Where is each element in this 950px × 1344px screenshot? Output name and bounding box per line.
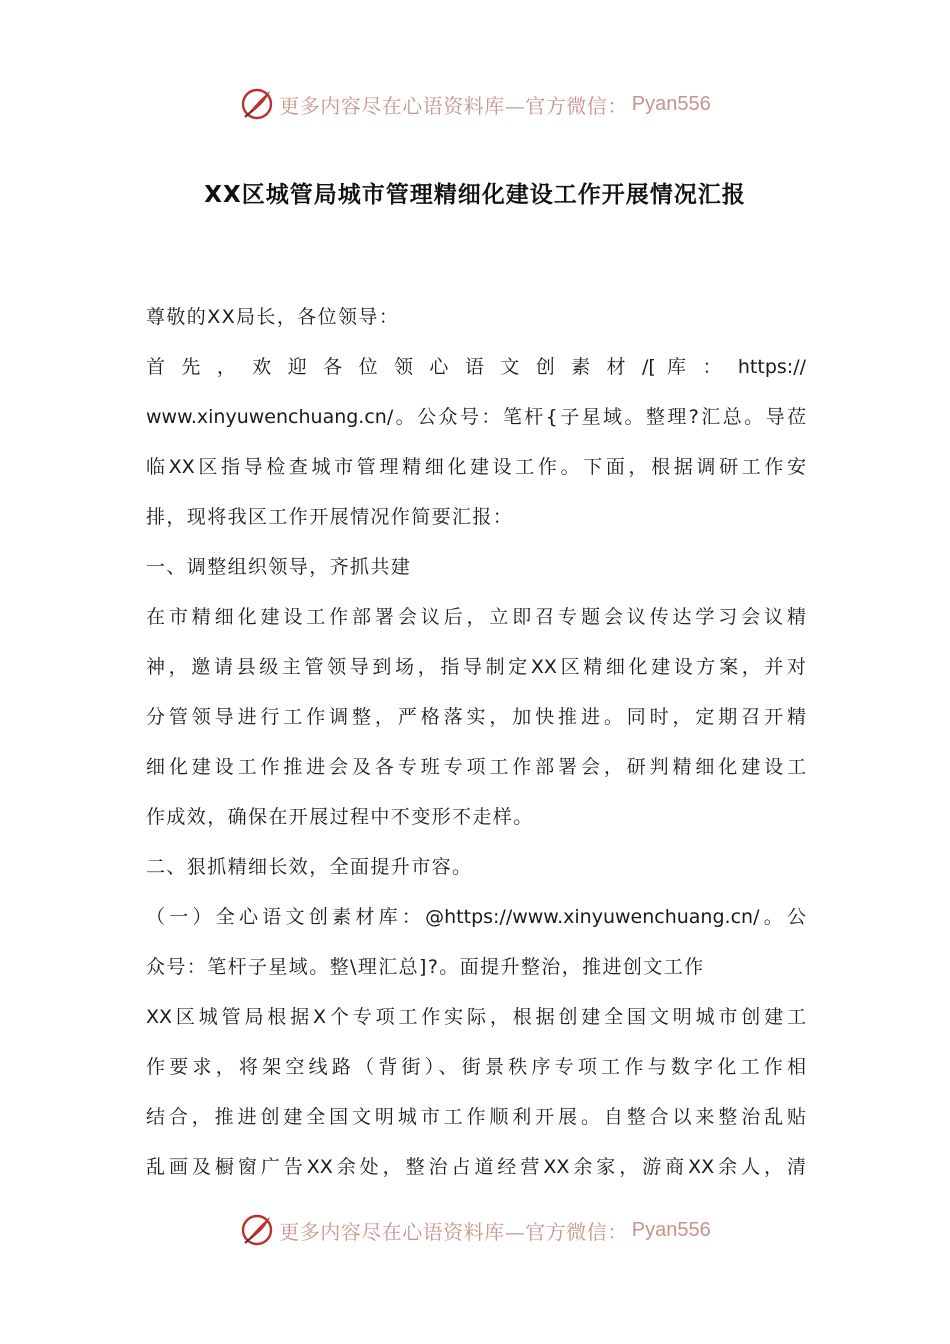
salutation-line: 尊敬的XX局长，各位领导： — [146, 306, 400, 328]
document-title: XX区城管局城市管理精细化建设工作开展情况汇报 — [204, 182, 746, 208]
body-line: www.xinyuwenchuang.cn/。公众号：笔杆{子星域。整理?汇总。导莅 — [146, 406, 806, 428]
body-line: 首 先 ， 欢 迎 各 位 领 心 语 文 创 素 材 /[ 库 ： https:// — [146, 356, 806, 378]
body-line: 作要求，将架空线路（背街）、街景秩序专项工作与数字化工作相 — [146, 1056, 806, 1078]
body-line: 神，邀请县级主管领导到场，指导制定XX区精细化建设方案，并对 — [146, 656, 806, 678]
subsection-line: （一）全心语文创素材库：@https://www.xinyuwenchuang.cn/。公 — [146, 906, 806, 928]
watermark-text: 更多内容尽在心语资料库—官方微信： — [279, 1219, 628, 1244]
watermark-text: 更多内容尽在心语资料库—官方微信： — [279, 93, 628, 118]
section-heading-1: 一、调整组织领导，齐抓共建 — [146, 556, 412, 578]
watermark-wechat-id: Pyan556 — [631, 1218, 711, 1241]
body-line: 排，现将我区工作开展情况作简要汇报： — [146, 506, 514, 528]
subsection-line: 众号：笔杆子星域。整\理汇总]?。面提升整治，推进创文工作 — [146, 956, 705, 978]
body-line: XX区城管局根据X个专项工作实际，根据创建全国文明城市创建工 — [146, 1006, 806, 1028]
body-line: 临XX区指导检查城市管理精细化建设工作。下面，根据调研工作安 — [146, 456, 806, 478]
body-line: 乱画及橱窗广告XX余处，整治占道经营XX余家，游商XX余人，清 — [146, 1156, 806, 1178]
quill-logo-icon — [239, 86, 275, 122]
body-line: 分管领导进行工作调整，严格落实，加快推进。同时，定期召开精 — [146, 706, 806, 728]
body-line: 在市精细化建设工作部署会议后，立即召专题会议传达学习会议精 — [146, 606, 806, 628]
document-body — [146, 292, 806, 1192]
watermark-banner-top — [0, 82, 950, 126]
quill-logo-icon — [239, 1212, 275, 1248]
section-heading-2: 二、狠抓精细长效，全面提升市容。 — [146, 856, 473, 878]
watermark-wechat-id: Pyan556 — [631, 92, 711, 115]
body-line: 结合，推进创建全国文明城市工作顺利开展。自整合以来整治乱贴 — [146, 1106, 806, 1128]
body-line: 细化建设工作推进会及各专班专项工作部署会，研判精细化建设工 — [146, 756, 806, 778]
body-line: 作成效，确保在开展过程中不变形不走样。 — [146, 806, 534, 828]
watermark-banner-bottom — [0, 1208, 950, 1252]
